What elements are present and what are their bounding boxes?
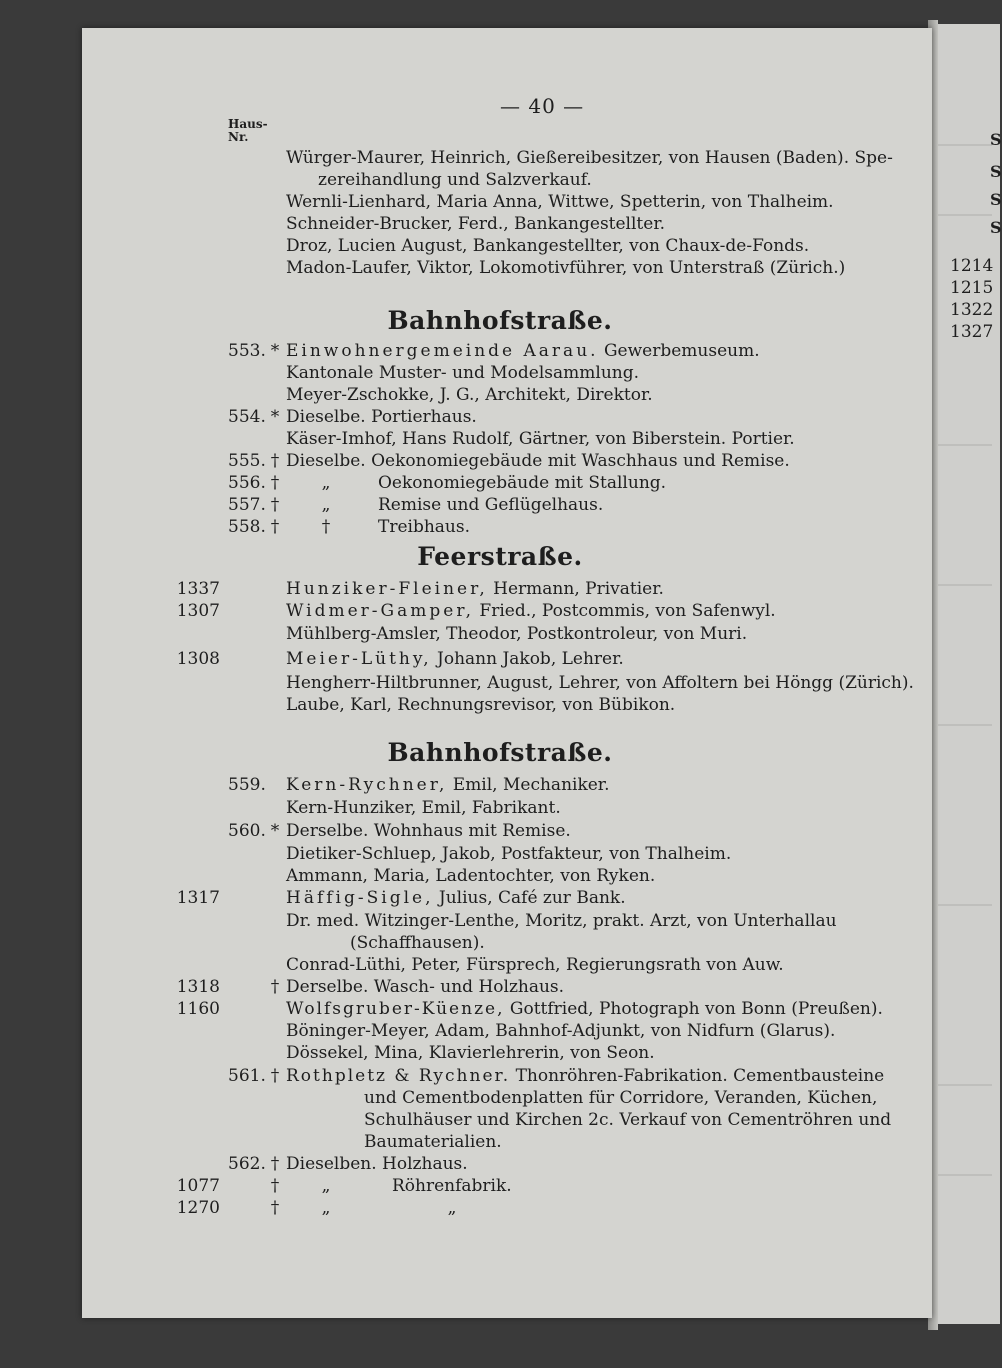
list-item <box>0 1131 1000 1153</box>
entry-text: Gottfried, Photograph von Bonn (Preußen). <box>504 999 883 1019</box>
entry-name: Hunziker-Fleiner, <box>286 579 488 599</box>
adjacent-page-glyph: S <box>990 218 1002 237</box>
entry-text: und Cementbodenplatten für Corridore, Veranden, Küchen, <box>364 1088 878 1108</box>
list-item <box>0 623 1000 645</box>
house-number: 553. <box>228 341 266 361</box>
section-heading-bahnhofstrasse: Bahnhofstraße. <box>387 306 613 335</box>
entry-text: Dietiker-Schluep, Jakob, Postfakteur, von Thalheim. <box>286 844 732 864</box>
entry-name: Meier-Lüthy, <box>286 649 432 669</box>
entry-name: Kern-Rychner, <box>286 775 448 795</box>
entry-mark: * <box>270 341 280 361</box>
dagger-mark: † <box>270 495 280 515</box>
dagger-mark: † <box>270 1176 280 1196</box>
list-item <box>0 169 1000 191</box>
house-number: 562. <box>228 1154 266 1174</box>
adjacent-page-glyph: S <box>990 190 1002 209</box>
entry-text: Derselbe. Wohnhaus mit Remise. <box>286 821 571 841</box>
house-number: 1307 <box>176 601 220 621</box>
entry-text: Droz, Lucien August, Bankangestellter, von Chaux-de-Fonds. <box>286 236 810 256</box>
list-item <box>0 1153 1000 1175</box>
list-item <box>0 428 1000 450</box>
dagger-mark: † <box>270 517 280 537</box>
entry-text: Julius, Café zur Bank. <box>433 888 626 908</box>
list-item <box>0 1020 1000 1042</box>
entry-text: Würger-Maurer, Heinrich, Gießereibesitzer, von Hausen (Baden). Spe- <box>286 148 893 168</box>
entry-text: Gewerbemuseum. <box>598 341 760 361</box>
entry-text: Johann Jakob, Lehrer. <box>431 649 624 669</box>
list-item <box>0 910 1000 932</box>
list-item <box>0 362 1000 384</box>
entry-text: Schneider-Brucker, Ferd., Bankangestellter. <box>286 214 665 234</box>
list-item <box>0 998 1000 1020</box>
list-item <box>0 1042 1000 1064</box>
entry-text: Wernli-Lienhard, Maria Anna, Wittwe, Spetterin, von Thalheim. <box>286 192 834 212</box>
house-number: 560. <box>228 821 266 841</box>
entry-name: Wolfsgruber-Küenze, <box>286 999 505 1019</box>
entry-text: Hermann, Privatier. <box>487 579 664 599</box>
entry-text: Käser-Imhof, Hans Rudolf, Gärtner, von Biberstein. Portier. <box>286 429 795 449</box>
section-heading-feerstrasse: Feerstraße. <box>417 542 583 571</box>
entry-text: Thonröhren-Fabrikation. Cementbausteine <box>510 1066 885 1086</box>
entry-mark: * <box>270 821 280 841</box>
list-item <box>0 954 1000 976</box>
list-item <box>0 384 1000 406</box>
dagger-mark: † <box>270 1198 280 1218</box>
entry-text: Ammann, Maria, Ladentochter, von Ryken. <box>286 866 656 886</box>
house-number: 554. <box>228 407 266 427</box>
list-item <box>0 865 1000 887</box>
ditto-mark: „ <box>321 473 331 493</box>
entry-text: Remise und Geflügelhaus. <box>378 495 604 515</box>
list-item <box>0 976 1000 998</box>
list-item <box>0 578 1000 600</box>
entry-name: Widmer-Gamper, <box>286 601 474 621</box>
house-number: 556. <box>228 473 266 493</box>
entry-name: Rothpletz & Rychner. <box>286 1066 511 1086</box>
house-number: 1077 <box>176 1176 220 1196</box>
entry-text: Fried., Postcommis, von Safenwyl. <box>474 601 776 621</box>
list-item <box>0 340 1000 362</box>
list-item <box>0 1087 1000 1109</box>
list-item <box>0 694 1000 716</box>
list-item <box>0 648 1000 670</box>
list-item <box>0 450 1000 472</box>
dagger-mark: † <box>270 1154 280 1174</box>
house-number: 561. <box>228 1066 266 1086</box>
list-item <box>0 235 1000 257</box>
dagger-mark: † <box>270 473 280 493</box>
entry-text: Madon-Laufer, Viktor, Lokomotivführer, von Unterstraß (Zürich.) <box>286 258 846 278</box>
entry-text: Dieselbe. Portierhaus. <box>286 407 477 427</box>
entry-text: Mühlberg-Amsler, Theodor, Postkontroleur, von Muri. <box>286 624 748 644</box>
list-item <box>0 147 1000 169</box>
list-item <box>0 213 1000 235</box>
list-item <box>0 1065 1000 1087</box>
house-number: 1270 <box>176 1198 220 1218</box>
list-item <box>0 820 1000 842</box>
entry-text: Böninger-Meyer, Adam, Bahnhof-Adjunkt, von Nidfurn (Glarus). <box>286 1021 836 1041</box>
entry-text: Treibhaus. <box>378 517 471 537</box>
ditto-mark: „ <box>447 1198 457 1218</box>
entry-text: Emil, Mechaniker. <box>447 775 610 795</box>
list-item <box>0 1175 1000 1197</box>
dagger-mark: † <box>270 451 280 471</box>
page-number: — 40 — <box>500 94 585 118</box>
list-item <box>0 774 1000 796</box>
list-item <box>0 672 1000 694</box>
ditto-mark: „ <box>321 1198 331 1218</box>
list-item <box>0 472 1000 494</box>
entry-text: Kern-Hunziker, Emil, Fabrikant. <box>286 798 561 818</box>
entry-text: Röhrenfabrik. <box>392 1176 512 1196</box>
list-item <box>0 1109 1000 1131</box>
list-item <box>0 494 1000 516</box>
adjacent-page-number: 1322 <box>950 300 994 320</box>
entry-text: Hengherr-Hiltbrunner, August, Lehrer, von Affoltern bei Höngg (Zürich). <box>286 673 914 693</box>
list-item <box>0 191 1000 213</box>
house-number: 1337 <box>176 579 220 599</box>
entry-text: Kantonale Muster- und Modelsammlung. <box>286 363 640 383</box>
adjacent-page-number: 1214 <box>950 256 994 276</box>
ditto-mark: „ <box>321 1176 331 1196</box>
entry-text: Meyer-Zschokke, J. G., Architekt, Direktor. <box>286 385 653 405</box>
dagger-mark: † <box>270 1066 280 1086</box>
house-number: 1160 <box>176 999 220 1019</box>
entry-text: Dr. med. Witzinger-Lenthe, Moritz, prakt. Arzt, von Unterhallau <box>286 911 837 931</box>
house-number: 559. <box>228 775 266 795</box>
entry-text: Dössekel, Mina, Klavierlehrerin, von Seon. <box>286 1043 655 1063</box>
entry-text: Schulhäuser und Kirchen 2c. Verkauf von Cementröhren und <box>364 1110 892 1130</box>
list-item <box>0 600 1000 622</box>
list-item <box>0 932 1000 954</box>
list-item <box>0 406 1000 428</box>
list-item <box>0 516 1000 538</box>
entry-text: (Schaffhausen). <box>350 933 485 953</box>
adjacent-page-glyph: S <box>990 162 1002 181</box>
column-header <box>228 118 268 144</box>
dagger-mark: † <box>270 977 280 997</box>
list-item <box>0 1197 1000 1219</box>
entry-text: Dieselben. Holzhaus. <box>286 1154 468 1174</box>
house-number: 1318 <box>176 977 220 997</box>
house-number: 558. <box>228 517 266 537</box>
entry-text: Laube, Karl, Rechnungsrevisor, von Bübikon. <box>286 695 676 715</box>
list-item <box>0 887 1000 909</box>
column-header-label: Haus- Nr. <box>228 117 268 144</box>
entry-mark: * <box>270 407 280 427</box>
entry-text: zereihandlung und Salzverkauf. <box>318 170 592 190</box>
entry-text: Oekonomiegebäude mit Stallung. <box>378 473 667 493</box>
list-item <box>0 843 1000 865</box>
house-number: 555. <box>228 451 266 471</box>
entry-text: Dieselbe. Oekonomiegebäude mit Waschhaus und Remise. <box>286 451 790 471</box>
entry-name: Häffig-Sigle, <box>286 888 434 908</box>
list-item <box>0 797 1000 819</box>
section-heading-bahnhofstrasse: Bahnhofstraße. <box>387 738 613 767</box>
entry-text: Derselbe. Wasch- und Holzhaus. <box>286 977 565 997</box>
list-item <box>0 257 1000 279</box>
ditto-mark: „ <box>321 495 331 515</box>
house-number: 1308 <box>176 649 220 669</box>
adjacent-page-number: 1215 <box>950 278 994 298</box>
house-number: 557. <box>228 495 266 515</box>
dagger-mark: † <box>321 517 331 537</box>
entry-text: Baumaterialien. <box>364 1132 502 1152</box>
adjacent-page-glyph: S <box>990 130 1002 149</box>
adjacent-page-number: 1327 <box>950 322 994 342</box>
entry-text: Conrad-Lüthi, Peter, Fürsprech, Regierungsrath von Auw. <box>286 955 784 975</box>
entry-name: Einwohnergemeinde Aarau. <box>286 341 599 361</box>
house-number: 1317 <box>176 888 220 908</box>
